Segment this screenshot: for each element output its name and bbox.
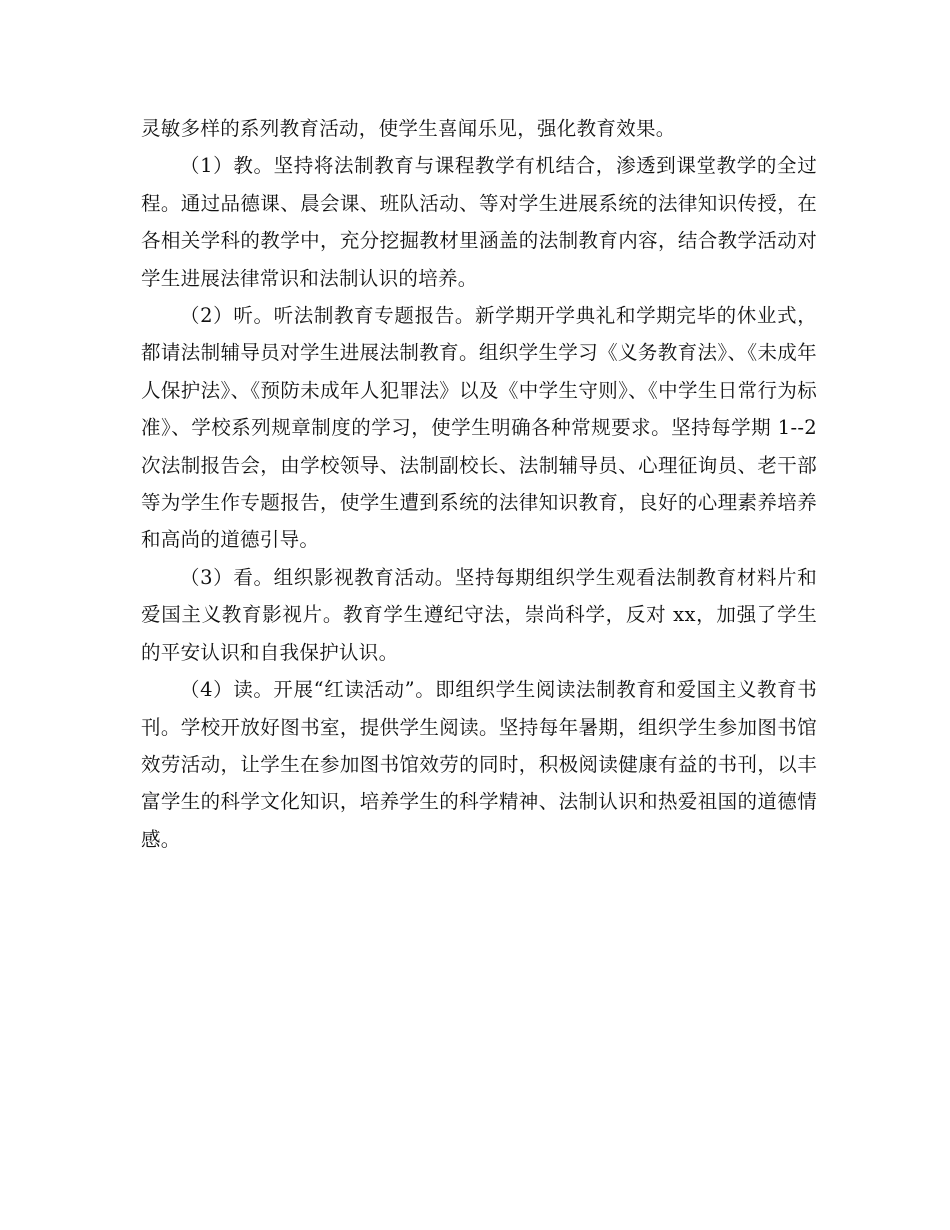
document-body [141,110,817,858]
paragraph-read: （4）读。开展“红读活动”。即组织学生阅读法制教育和爱国主义教育书刊。学校开放好图书室，提供学生阅读。坚持每年暑期，组织学生参加图书馆效劳活动，让学生在参加图书馆效劳的同时，积极阅读健康有益的书刊，以丰富学生的科学文化知识，培养学生的科学精神、法制认识和热爱祖国的道德情感。 [141,678,817,851]
paragraph-continuation: 灵敏多样的系列教育活动，使学生喜闻乐见，强化教育效果。 [141,117,676,140]
paragraph-listen: （2）听。听法制教育专题报告。新学期开学典礼和学期完毕的休业式，都请法制辅导员对学生进展法制教育。组织学生学习《义务教育法》、《未成年人保护法》、《预防未成年人犯罪法》以及《中学生守则》、《中学生日常行为标准》、学校系列规章制度的学习，使学生明确各种常规要求。坚持每学期 1--2 次法制报告会，由学校领导、法制副校长、法制辅导员、心理征询员、老干部等为学生作专题报告，使学生遭到系统的法律知识教育，良好的心理素养培养和高尚的道德引导。 [141,304,817,552]
paragraph-teach: （1）教。坚持将法制教育与课程教学有机结合，渗透到课堂教学的全过程。通过品德课、晨会课、班队活动、等对学生进展系统的法律知识传授，在各相关学科的教学中，充分挖掘教材里涵盖的法制教育内容，结合教学活动对学生进展法律常识和法制认识的培养。 [141,154,817,290]
paragraph-watch: （3）看。组织影视教育活动。坚持每期组织学生观看法制教育材料片和爱国主义教育影视片。教育学生遵纪守法，崇尚科学，反对 xx，加强了学生的平安认识和自我保护认识。 [141,565,817,664]
